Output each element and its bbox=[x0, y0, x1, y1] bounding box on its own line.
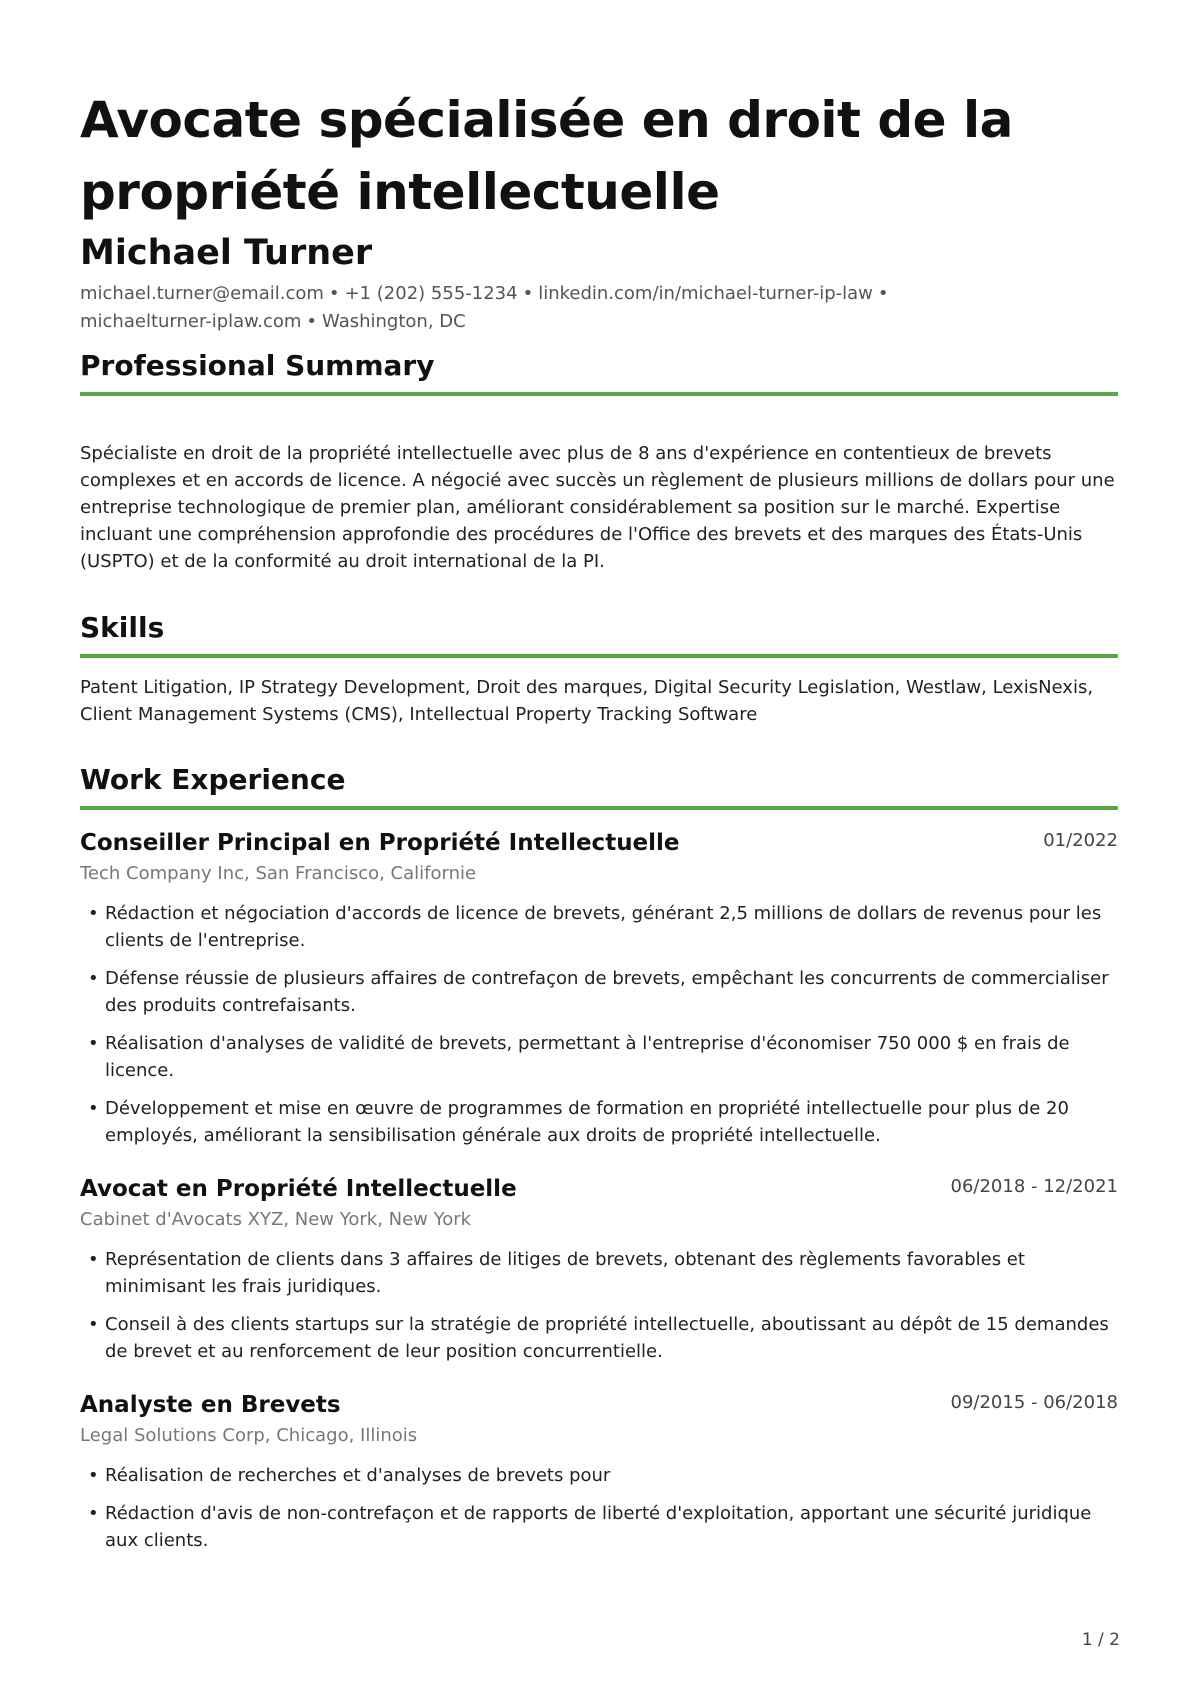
job-entry bbox=[80, 826, 1118, 1160]
list-item bbox=[80, 1500, 1118, 1554]
bullet-text: Conseil à des clients startups sur la stratégie de propriété intellectuelle, aboutissant au dépôt de 15 demandes de brevet et au renforcement de leur position concurrentielle. bbox=[105, 1314, 1109, 1362]
bullet-icon: • bbox=[88, 1098, 99, 1119]
job-title: Conseiller Principal en Propriété Intellectuelle bbox=[80, 830, 680, 856]
job-entry bbox=[80, 1388, 1118, 1565]
list-item bbox=[80, 1095, 1118, 1149]
job-company: Legal Solutions Corp, Chicago, Illinois bbox=[80, 1425, 418, 1446]
summary-text: Spécialiste en droit de la propriété intellectuelle avec plus de 8 ans d'expérience en contentieux de brevets complexes et en accords de licence. A négocié avec succès un règlement de plusieurs millions de dollars pour une entreprise technologique de premier plan, améliorant considérablement sa position sur le marché. Expertise incluant une compréhension approfondie des procédures de l'Office des brevets et des marques des États-Unis (USPTO) et de la conformité au droit international de la PI. bbox=[80, 443, 1115, 572]
bullet-text: Réalisation d'analyses de validité de brevets, permettant à l'entreprise d'économiser 750 000 $ en frais de licence. bbox=[105, 1033, 1070, 1081]
bullet-icon: • bbox=[88, 1033, 99, 1054]
job-company: Tech Company Inc, San Francisco, Californie bbox=[80, 863, 477, 884]
skills-text: Patent Litigation, IP Strategy Development, Droit des marques, Digital Security Legislation, Westlaw, LexisNexis, Client Management Systems (CMS), Intellectual Property Tracking Software bbox=[80, 677, 1094, 725]
contact-email[interactable]: michael.turner@email.com bbox=[80, 283, 324, 304]
bullet-text: Représentation de clients dans 3 affaires de litiges de brevets, obtenant des règlements favorables et minimisant les frais juridiques. bbox=[105, 1249, 1025, 1297]
person-name: Michael Turner bbox=[80, 233, 373, 273]
job-title: Avocat en Propriété Intellectuelle bbox=[80, 1176, 517, 1202]
summary-heading: Professional Summary bbox=[80, 346, 1118, 396]
contact-linkedin[interactable]: linkedin.com/in/michael-turner-ip-law bbox=[538, 283, 873, 304]
contact-website[interactable]: michaelturner-iplaw.com bbox=[80, 311, 302, 332]
bullet-icon: • bbox=[88, 1503, 99, 1524]
job-date: 09/2015 - 06/2018 bbox=[950, 1392, 1118, 1413]
page-number: 1 / 2 bbox=[1081, 1630, 1120, 1650]
bullet-text: Défense réussie de plusieurs affaires de contrefaçon de brevets, empêchant les concurrents de commercialiser des produits contrefaisants. bbox=[105, 968, 1109, 1016]
job-bullet-list bbox=[80, 900, 1118, 1149]
bullet-icon: • bbox=[88, 1249, 99, 1270]
skills-heading: Skills bbox=[80, 608, 1118, 658]
experience-heading: Work Experience bbox=[80, 760, 1118, 810]
list-item bbox=[80, 900, 1118, 954]
job-company: Cabinet d'Avocats XYZ, New York, New York bbox=[80, 1209, 472, 1230]
contact-phone[interactable]: +1 (202) 555-1234 bbox=[344, 283, 518, 304]
bullet-icon: • bbox=[88, 1314, 99, 1335]
job-date: 06/2018 - 12/2021 bbox=[950, 1176, 1118, 1197]
contact-separator: • bbox=[306, 311, 318, 332]
job-bullet-list bbox=[80, 1462, 1118, 1554]
job-title: Analyste en Brevets bbox=[80, 1392, 341, 1418]
bullet-text: Réalisation de recherches et d'analyses de brevets pour bbox=[105, 1465, 611, 1486]
job-bullet-list bbox=[80, 1246, 1118, 1365]
bullet-text: Rédaction et négociation d'accords de licence de brevets, générant 2,5 millions de dollars de revenus pour les clients de l'entreprise. bbox=[105, 903, 1102, 951]
contact-separator: • bbox=[328, 283, 340, 304]
job-date: 01/2022 bbox=[1043, 830, 1118, 851]
contact-info bbox=[80, 280, 1080, 336]
list-item bbox=[80, 1030, 1118, 1084]
contact-location: Washington, DC bbox=[322, 311, 466, 332]
list-item bbox=[80, 1462, 1118, 1489]
list-item bbox=[80, 1311, 1118, 1365]
bullet-text: Rédaction d'avis de non-contrefaçon et de rapports de liberté d'exploitation, apportant une sécurité juridique aux clients. bbox=[105, 1503, 1092, 1551]
document-title: Avocate spécialisée en droit de la propriété intellectuelle bbox=[80, 91, 1013, 221]
bullet-icon: • bbox=[88, 903, 99, 924]
contact-separator: • bbox=[877, 283, 889, 304]
bullet-text: Développement et mise en œuvre de programmes de formation en propriété intellectuelle pour plus de 20 employés, améliorant la sensibilisation générale aux droits de propriété intellectuelle. bbox=[105, 1098, 1069, 1146]
contact-separator: • bbox=[522, 283, 534, 304]
bullet-icon: • bbox=[88, 968, 99, 989]
job-entry bbox=[80, 1172, 1118, 1376]
bullet-icon: • bbox=[88, 1465, 99, 1486]
list-item bbox=[80, 1246, 1118, 1300]
list-item bbox=[80, 965, 1118, 1019]
